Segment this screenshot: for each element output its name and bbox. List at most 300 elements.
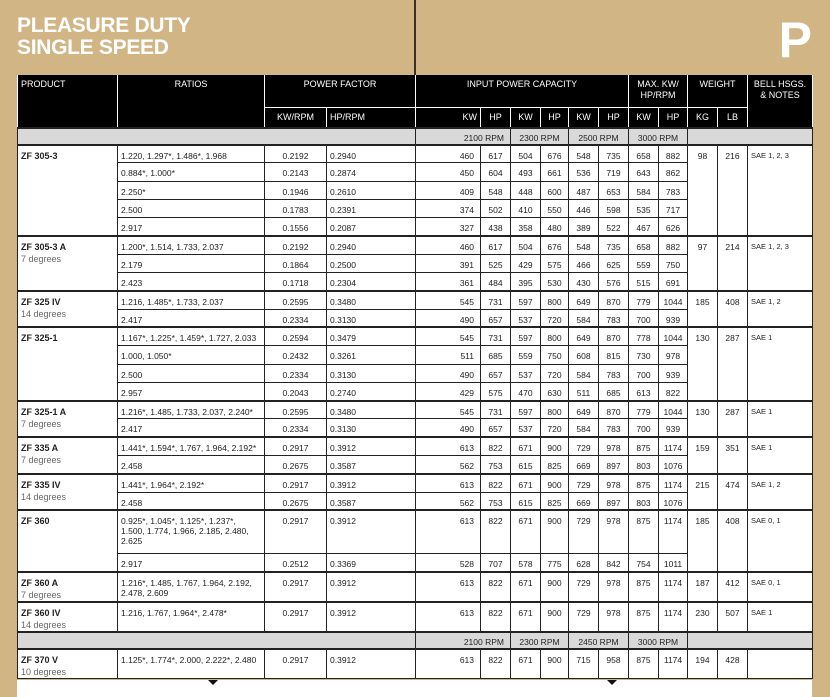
kw-value: 649 xyxy=(569,327,599,345)
hp-value: 842 xyxy=(599,553,629,571)
page-divider xyxy=(414,0,416,75)
hp-rpm-cell: 0.3130 xyxy=(327,309,416,327)
rpm-label: 2100 RPM xyxy=(416,128,511,145)
weight-kg: 159 xyxy=(688,437,718,474)
kw-value: 448 xyxy=(511,181,541,199)
title-line-2: SINGLE SPEED xyxy=(17,36,169,59)
kw-value: 450 xyxy=(416,163,481,181)
hp-value: 978 xyxy=(599,510,629,553)
bell-housing-notes: SAE 0, 1 xyxy=(748,510,813,571)
rpm-label: 2100 RPM xyxy=(416,632,511,649)
hp-value: 978 xyxy=(599,602,629,632)
kw-value: 460 xyxy=(416,236,481,254)
hp-value: 783 xyxy=(659,181,688,199)
header-hp: HP xyxy=(659,107,688,128)
hp-value: 1174 xyxy=(659,649,688,679)
hp-rpm-cell: 0.3912 xyxy=(327,602,416,632)
rpm-label: 3000 RPM xyxy=(629,632,688,649)
kw-value: 754 xyxy=(629,553,659,571)
kw-value: 658 xyxy=(629,145,659,163)
kw-value: 778 xyxy=(629,327,659,345)
hp-value: 617 xyxy=(481,145,511,163)
kw-value: 493 xyxy=(511,163,541,181)
kw-value: 671 xyxy=(511,649,541,679)
hp-value: 900 xyxy=(541,649,569,679)
hp-value: 870 xyxy=(599,291,629,309)
kw-rpm-cell: 0.1556 xyxy=(265,218,327,236)
weight-lb: 287 xyxy=(718,401,748,438)
kw-value: 613 xyxy=(416,602,481,632)
product-model: ZF 360 IV xyxy=(21,607,61,618)
header-hp: HP xyxy=(599,107,629,128)
kw-value: 615 xyxy=(511,456,541,474)
kw-value: 671 xyxy=(511,602,541,632)
kw-rpm-cell: 0.2595 xyxy=(265,291,327,309)
hp-value: 822 xyxy=(481,474,511,492)
weight-kg: 130 xyxy=(688,327,718,400)
hp-value: 720 xyxy=(541,419,569,437)
kw-value: 613 xyxy=(416,510,481,553)
hp-value: 1011 xyxy=(659,553,688,571)
hp-value: 438 xyxy=(481,218,511,236)
kw-value: 649 xyxy=(569,291,599,309)
kw-value: 429 xyxy=(511,254,541,272)
product-model: ZF 325-1 A xyxy=(21,406,67,417)
hp-value: 900 xyxy=(541,572,569,602)
kw-value: 875 xyxy=(629,437,659,455)
hp-value: 575 xyxy=(481,382,511,400)
hp-rpm-cell: 0.3480 xyxy=(327,401,416,419)
kw-value: 537 xyxy=(511,364,541,382)
product-name xyxy=(18,145,118,236)
hp-value: 783 xyxy=(599,419,629,437)
hp-value: 1044 xyxy=(659,291,688,309)
kw-rpm-cell: 0.1864 xyxy=(265,254,327,272)
kw-rpm-cell: 0.2192 xyxy=(265,236,327,254)
kw-rpm-cell: 0.2917 xyxy=(265,437,327,455)
hp-value: 720 xyxy=(541,309,569,327)
bell-housing-notes: SAE 1, 2 xyxy=(748,291,813,328)
kw-value: 803 xyxy=(629,492,659,510)
kw-value: 460 xyxy=(416,145,481,163)
hp-value: 822 xyxy=(659,382,688,400)
kw-value: 779 xyxy=(629,291,659,309)
rpm-label: 2300 RPM xyxy=(511,632,569,649)
ratios-cell: 1.216*, 1.485, 1.733, 2.037, 2.240* xyxy=(118,401,265,419)
weight-kg: 185 xyxy=(688,510,718,571)
hp-rpm-cell: 0.2940 xyxy=(327,145,416,163)
kw-value: 327 xyxy=(416,218,481,236)
hp-value: 657 xyxy=(481,364,511,382)
kw-value: 671 xyxy=(511,572,541,602)
hp-value: 800 xyxy=(541,291,569,309)
weight-kg: 98 xyxy=(688,145,718,236)
product-model: ZF 360 A xyxy=(21,577,59,588)
bell-housing-notes: SAE 1 xyxy=(748,327,813,400)
kw-value: 643 xyxy=(629,163,659,181)
kw-rpm-cell: 0.2917 xyxy=(265,602,327,632)
hp-value: 480 xyxy=(541,218,569,236)
ratios-cell: 2.417 xyxy=(118,309,265,327)
kw-rpm-cell: 0.2192 xyxy=(265,145,327,163)
hp-value: 731 xyxy=(481,291,511,309)
section-letter: P xyxy=(778,12,812,68)
hp-value: 502 xyxy=(481,199,511,217)
bell-housing-notes xyxy=(748,649,813,679)
product-angle: 10 degrees xyxy=(21,666,67,677)
header-hp: HP xyxy=(541,107,569,128)
hp-value: 822 xyxy=(481,510,511,553)
kw-value: 490 xyxy=(416,309,481,327)
table-row xyxy=(18,437,813,455)
rpm-label: 2450 RPM xyxy=(569,632,629,649)
kw-value: 490 xyxy=(416,419,481,437)
header-kw-rpm: KW/RPM xyxy=(265,107,327,128)
kw-rpm-cell: 0.2675 xyxy=(265,456,327,474)
kw-value: 511 xyxy=(416,346,481,364)
kw-value: 671 xyxy=(511,510,541,553)
bell-housing-notes: SAE 0, 1 xyxy=(748,572,813,602)
hp-value: 676 xyxy=(541,236,569,254)
weight-lb: 408 xyxy=(718,291,748,328)
kw-value: 613 xyxy=(629,382,659,400)
header-weight: WEIGHT xyxy=(688,75,748,107)
kw-value: 875 xyxy=(629,510,659,553)
product-name xyxy=(18,401,118,438)
kw-value: 597 xyxy=(511,327,541,345)
header-kw: KW xyxy=(511,107,541,128)
kw-rpm-cell: 0.1946 xyxy=(265,181,327,199)
ratios-cell: 2.179 xyxy=(118,254,265,272)
kw-value: 504 xyxy=(511,236,541,254)
hp-rpm-cell: 0.3261 xyxy=(327,346,416,364)
kw-rpm-cell: 0.2917 xyxy=(265,572,327,602)
weight-kg: 194 xyxy=(688,649,718,679)
product-model: ZF 325 IV xyxy=(21,296,61,307)
hp-value: 630 xyxy=(541,382,569,400)
header-lb: LB xyxy=(718,107,748,128)
table-row xyxy=(18,474,813,492)
ratios-cell: 0.925*, 1.045*, 1.125*, 1.237*, 1.500, 1.774, 1.966, 2.185, 2.480, 2.625 xyxy=(118,510,265,553)
hp-rpm-cell: 0.3130 xyxy=(327,364,416,382)
product-model: ZF 370 V xyxy=(21,654,59,665)
kw-value: 700 xyxy=(629,364,659,382)
hp-value: 900 xyxy=(541,437,569,455)
hp-value: 870 xyxy=(599,401,629,419)
kw-value: 613 xyxy=(416,649,481,679)
hp-value: 753 xyxy=(481,456,511,474)
product-model: ZF 335 IV xyxy=(21,479,61,490)
hp-value: 800 xyxy=(541,327,569,345)
ratios-cell: 1.441*, 1.594*, 1.767, 1.964, 2.192* xyxy=(118,437,265,455)
page-bottom xyxy=(17,680,812,697)
weight-kg: 230 xyxy=(688,602,718,632)
hp-value: 717 xyxy=(659,199,688,217)
hp-value: 676 xyxy=(541,145,569,163)
kw-value: 584 xyxy=(569,364,599,382)
hp-rpm-cell: 0.3912 xyxy=(327,510,416,553)
hp-value: 735 xyxy=(599,145,629,163)
hp-value: 825 xyxy=(541,456,569,474)
kw-value: 597 xyxy=(511,291,541,309)
product-name xyxy=(18,649,118,679)
hp-value: 822 xyxy=(481,437,511,455)
product-name xyxy=(18,327,118,400)
weight-lb: 351 xyxy=(718,437,748,474)
hp-value: 731 xyxy=(481,401,511,419)
weight-kg: 187 xyxy=(688,572,718,602)
kw-value: 658 xyxy=(629,236,659,254)
ratios-cell: 2.423 xyxy=(118,273,265,291)
hp-value: 576 xyxy=(599,273,629,291)
hp-rpm-cell: 0.3912 xyxy=(327,474,416,492)
ratios-cell: 2.458 xyxy=(118,456,265,474)
kw-value: 578 xyxy=(511,553,541,571)
hp-value: 1044 xyxy=(659,327,688,345)
kw-rpm-cell: 0.1718 xyxy=(265,273,327,291)
rpm-row xyxy=(18,128,813,145)
ratios-cell: 2.458 xyxy=(118,492,265,510)
hp-value: 900 xyxy=(541,474,569,492)
hp-value: 617 xyxy=(481,236,511,254)
product-name xyxy=(18,572,118,602)
kw-value: 649 xyxy=(569,401,599,419)
kw-rpm-cell: 0.1783 xyxy=(265,199,327,217)
bell-housing-notes: SAE 1 xyxy=(748,602,813,632)
hp-value: 550 xyxy=(541,199,569,217)
hp-value: 825 xyxy=(541,492,569,510)
product-name xyxy=(18,602,118,632)
hp-rpm-cell: 0.3912 xyxy=(327,437,416,455)
hp-rpm-cell: 0.2304 xyxy=(327,273,416,291)
header-max: MAX. KW/ HP/RPM xyxy=(629,75,688,107)
hp-rpm-cell: 0.3912 xyxy=(327,649,416,679)
kw-value: 559 xyxy=(511,346,541,364)
ratios-cell: 1.441*, 1.964*, 2.192* xyxy=(118,474,265,492)
ratios-cell: 2.250* xyxy=(118,181,265,199)
kw-value: 535 xyxy=(629,199,659,217)
hp-value: 1044 xyxy=(659,401,688,419)
product-name xyxy=(18,236,118,291)
hp-rpm-cell: 0.2740 xyxy=(327,382,416,400)
hp-value: 484 xyxy=(481,273,511,291)
hp-value: 978 xyxy=(599,474,629,492)
weight-lb: 412 xyxy=(718,572,748,602)
hp-value: 753 xyxy=(481,492,511,510)
header-kw: KW xyxy=(629,107,659,128)
header-product: PRODUCT xyxy=(18,75,118,128)
hp-value: 958 xyxy=(599,649,629,679)
product-model: ZF 325-1 xyxy=(21,333,58,344)
weight-kg: 97 xyxy=(688,236,718,291)
rpm-label: 2300 RPM xyxy=(511,128,569,145)
product-angle: 14 degrees xyxy=(21,491,67,502)
hp-rpm-cell: 0.2874 xyxy=(327,163,416,181)
hp-value: 685 xyxy=(599,382,629,400)
kw-value: 470 xyxy=(511,382,541,400)
table-row xyxy=(18,327,813,345)
weight-lb: 214 xyxy=(718,236,748,291)
kw-value: 729 xyxy=(569,437,599,455)
kw-rpm-cell: 0.2143 xyxy=(265,163,327,181)
product-angle: 7 degrees xyxy=(21,455,62,466)
kw-rpm-cell: 0.2917 xyxy=(265,649,327,679)
hp-rpm-cell: 0.2610 xyxy=(327,181,416,199)
rpm-row xyxy=(18,632,813,649)
rpm-label: 2500 RPM xyxy=(569,128,629,145)
bell-housing-notes: SAE 1, 2, 3 xyxy=(748,236,813,291)
product-angle: 7 degrees xyxy=(21,253,62,264)
hp-value: 731 xyxy=(481,327,511,345)
kw-value: 548 xyxy=(569,145,599,163)
kw-value: 446 xyxy=(569,199,599,217)
hp-value: 525 xyxy=(481,254,511,272)
kw-value: 511 xyxy=(569,382,599,400)
kw-value: 779 xyxy=(629,401,659,419)
kw-value: 584 xyxy=(569,419,599,437)
weight-lb: 287 xyxy=(718,327,748,400)
kw-value: 669 xyxy=(569,456,599,474)
kw-value: 608 xyxy=(569,346,599,364)
kw-rpm-cell: 0.2334 xyxy=(265,419,327,437)
kw-value: 729 xyxy=(569,572,599,602)
kw-value: 628 xyxy=(569,553,599,571)
kw-value: 613 xyxy=(416,437,481,455)
hp-rpm-cell: 0.3479 xyxy=(327,327,416,345)
hp-value: 815 xyxy=(599,346,629,364)
hp-value: 1174 xyxy=(659,602,688,632)
hp-value: 1174 xyxy=(659,572,688,602)
table-row xyxy=(18,145,813,163)
ratios-cell: 2.417 xyxy=(118,419,265,437)
hp-value: 657 xyxy=(481,419,511,437)
kw-value: 358 xyxy=(511,218,541,236)
kw-value: 584 xyxy=(629,181,659,199)
kw-value: 389 xyxy=(569,218,599,236)
kw-value: 671 xyxy=(511,474,541,492)
header-input-power-capacity: INPUT POWER CAPACITY xyxy=(416,75,629,107)
hp-value: 530 xyxy=(541,273,569,291)
arrow-down-icon xyxy=(208,680,218,685)
kw-value: 562 xyxy=(416,456,481,474)
kw-value: 374 xyxy=(416,199,481,217)
ratios-cell: 0.884*, 1.000* xyxy=(118,163,265,181)
hp-value: 775 xyxy=(541,553,569,571)
kw-value: 409 xyxy=(416,181,481,199)
kw-value: 613 xyxy=(416,474,481,492)
kw-value: 536 xyxy=(569,163,599,181)
hp-value: 1076 xyxy=(659,492,688,510)
kw-rpm-cell: 0.2432 xyxy=(265,346,327,364)
table-row xyxy=(18,236,813,254)
weight-lb: 474 xyxy=(718,474,748,511)
hp-value: 625 xyxy=(599,254,629,272)
kw-value: 545 xyxy=(416,401,481,419)
hp-value: 719 xyxy=(599,163,629,181)
hp-rpm-cell: 0.3480 xyxy=(327,291,416,309)
weight-lb: 428 xyxy=(718,649,748,679)
hp-value: 750 xyxy=(659,254,688,272)
product-model: ZF 305-3 xyxy=(21,150,58,161)
hp-rpm-cell: 0.3369 xyxy=(327,553,416,571)
kw-rpm-cell: 0.2334 xyxy=(265,364,327,382)
hp-value: 978 xyxy=(659,346,688,364)
table-row xyxy=(18,572,813,602)
kw-value: 504 xyxy=(511,145,541,163)
hp-value: 598 xyxy=(599,199,629,217)
ratios-cell: 1.216*, 1.485, 1.767, 1.964, 2.192, 2.478, 2.609 xyxy=(118,572,265,602)
header-hp: HP xyxy=(481,107,511,128)
hp-value: 604 xyxy=(481,163,511,181)
header-hp-rpm: HP/RPM xyxy=(327,107,416,128)
hp-value: 783 xyxy=(599,364,629,382)
bell-housing-notes: SAE 1, 2 xyxy=(748,474,813,511)
header-kw: KW xyxy=(569,107,599,128)
product-angle: 7 degrees xyxy=(21,418,62,429)
kw-value: 615 xyxy=(511,492,541,510)
hp-value: 626 xyxy=(659,218,688,236)
hp-value: 661 xyxy=(541,163,569,181)
table-row xyxy=(18,291,813,309)
ratios-cell: 1.220, 1.297*, 1.486*, 1.968 xyxy=(118,145,265,163)
hp-rpm-cell: 0.3912 xyxy=(327,572,416,602)
hp-value: 707 xyxy=(481,553,511,571)
hp-value: 882 xyxy=(659,236,688,254)
kw-value: 559 xyxy=(629,254,659,272)
hp-rpm-cell: 0.2500 xyxy=(327,254,416,272)
hp-rpm-cell: 0.3587 xyxy=(327,492,416,510)
kw-rpm-cell: 0.2512 xyxy=(265,553,327,571)
hp-value: 897 xyxy=(599,456,629,474)
ratios-cell: 1.167*, 1.225*, 1.459*, 1.727, 2.033 xyxy=(118,327,265,345)
ratios-cell: 2.917 xyxy=(118,553,265,571)
hp-value: 822 xyxy=(481,572,511,602)
kw-value: 562 xyxy=(416,492,481,510)
ratios-cell: 1.216, 1.767, 1.964*, 2.478* xyxy=(118,602,265,632)
kw-rpm-cell: 0.2594 xyxy=(265,327,327,345)
hp-value: 939 xyxy=(659,419,688,437)
hp-rpm-cell: 0.2087 xyxy=(327,218,416,236)
kw-value: 597 xyxy=(511,401,541,419)
kw-value: 671 xyxy=(511,437,541,455)
table-row xyxy=(18,602,813,632)
kw-value: 537 xyxy=(511,419,541,437)
hp-rpm-cell: 0.2391 xyxy=(327,199,416,217)
hp-rpm-cell: 0.2940 xyxy=(327,236,416,254)
hp-value: 897 xyxy=(599,492,629,510)
page-title xyxy=(17,15,190,59)
table-row xyxy=(18,510,813,553)
ratios-cell: 1.125*, 1.774*, 2.000, 2.222*, 2.480 xyxy=(118,649,265,679)
kw-value: 729 xyxy=(569,602,599,632)
hp-value: 783 xyxy=(599,309,629,327)
hp-value: 653 xyxy=(599,181,629,199)
kw-rpm-cell: 0.2917 xyxy=(265,510,327,553)
hp-value: 978 xyxy=(599,437,629,455)
hp-value: 1174 xyxy=(659,437,688,455)
kw-value: 410 xyxy=(511,199,541,217)
kw-value: 545 xyxy=(416,327,481,345)
kw-rpm-cell: 0.2043 xyxy=(265,382,327,400)
weight-kg: 185 xyxy=(688,291,718,328)
kw-value: 361 xyxy=(416,273,481,291)
kw-value: 490 xyxy=(416,364,481,382)
ratios-cell: 1.216, 1.485*, 1.733, 2.037 xyxy=(118,291,265,309)
product-model: ZF 360 xyxy=(21,516,50,527)
product-angle: 14 degrees xyxy=(21,619,67,630)
hp-value: 1174 xyxy=(659,474,688,492)
weight-lb: 408 xyxy=(718,510,748,571)
